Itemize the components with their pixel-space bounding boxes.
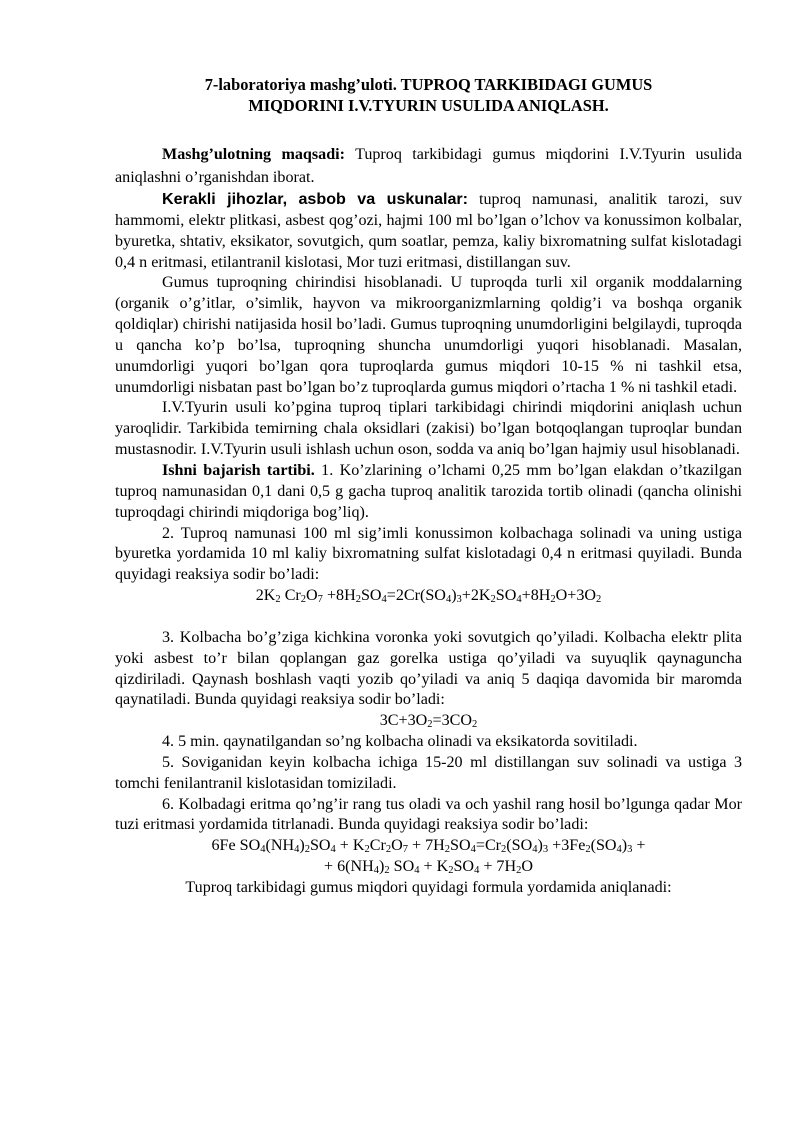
final-sentence: Tuproq tarkibidagi gumus miqdori quyidagi formula yordamida aniqlanadi:	[185, 879, 672, 896]
goal-label: Mashg’ulotning maqsadi:	[162, 146, 345, 163]
page-title	[115, 74, 742, 116]
equation-2: $3C+3O_2=3CO_2$	[379, 712, 478, 731]
procedure-step-2: 2. Tuproq namunasi 100 ml sig’imli konussimon kolbachaga solinadi va uning ustiga byuretka yordamida 10 ml kaliy bixromatning sulfat kislotadagi 0,4 n eritmasi quyiladi. Bunda quyidagi reaksiya sodir bo’ladi:	[115, 524, 742, 584]
equation-3-line-1: 6Fe $SO_4(NH_4)_2SO_4 + K_2Cr_2O_7 + 7H_2SO_4=Cr_2(SO_4)_3 +3Fe_2(SO_4)_3$ +	[211, 837, 646, 856]
title-spacer	[115, 116, 742, 143]
document-page	[115, 74, 742, 899]
procedure-step-6: 6. Kolbadagi eritma qo’ng’ir rang tus oladi va och yashil rang hosil bo’lgunga qadar Mor tuzi eritmasi yordamida titrlanadi. Bunda quyidagi reaksiya sodir bo’ladi:	[115, 795, 742, 834]
goal-paragraph	[115, 143, 742, 189]
step-1-text: 1. Ko’zlarining o’lchami 0,25 mm bo’lgan elakdan o’tkazilgan tuproq namunasidan 0,1 dani 0,5 g gacha tuproq analitik tarozida tortib olinadi (qancha olinishi tuproqdagi chirindi miqdoriga bog’liq).	[115, 461, 742, 521]
equation-3-line-2: + $6(NH_4)_2$ $SO_4 + K_2SO_4 + 7H_2O$	[324, 858, 533, 877]
procedure-label: Ishni bajarish tartibi.	[162, 461, 315, 479]
goal-text: Tuproq tarkibidagi gumus miqdorini I.V.Tyurin usulida aniqlashni o’rganishdan iborat.	[115, 146, 743, 186]
equation-1: $2K_2$ $Cr_2O_7 +8H_2SO_4=2Cr(SO_4)_3+2K_2SO_4+8H_2O+3O_2$	[255, 587, 602, 606]
procedure-step-1	[115, 461, 742, 524]
title-line-2: MIQDORINI I.V.TYURIN USULIDA ANIQLASH.	[248, 96, 609, 115]
equipment-paragraph	[115, 189, 742, 273]
gumus-paragraph: Gumus tuproqning chirindisi hisoblanadi. U tuproqda turli xil organik moddalarning (organik o’g’itlar, o’simlik, hayvon va mikroorganizmlarning qoldig’i va boshqa organik qoldiqlar) chirishi natijasida hosil bo’ladi. Gumus tuproqning unumdorligini belgilaydi, tuproqda u qancha ko’p bo’lsa, tuproqning shuncha unumdorligi yuqori hisoblanadi. Masalan, unumdorligi yuqori bo’lgan qora tuproqlarda gumus miqdori 10-15 % ni tashkil etsa, unumdorligi nisbatan past bo’lgan bo’z tuproqlarda gumus miqdori o’rtacha 1 % ni tashkil etadi.	[115, 274, 742, 396]
procedure-step-5: 5. Soviganidan keyin kolbacha ichiga 15-20 ml distillangan suv solinadi va ustiga 3 tomchi fenilantranil kislotasidan tomiziladi.	[115, 753, 742, 792]
equipment-text: tuproq namunasi, analitik tarozi, suv hammomi, elektr plitkasi, asbest qog’ozi, hajmi 100 ml bo’lgan o’lchov va konussimon kolbalar, byuretka, shtativ, eksikator, sovutgich, qum soatlar, pemza, kaliy bixromatning sulfat kislotadagi 0,4 n eritmasi, etilantranil kislotasi, Mor tuzi eritmasi, distillangan suv.	[115, 191, 743, 271]
equation-spacer	[115, 607, 742, 628]
procedure-step-4: 4. 5 min. qaynatilgandan so’ng kolbacha olinadi va eksikatorda sovitiladi.	[162, 733, 638, 751]
procedure-step-3: 3. Kolbacha bo’g’ziga kichkina voronka yoki sovutgich qo’yiladi. Kolbacha elektr plita yoki asbest to’r bilan qoplangan gaz gorelka ustiga qo’yiladi va suyuqlik qaynaguncha qizdiriladi. Qaynash boshlash vaqti yozib qo’yiladi va aniq 5 daqiqa davomida bir maromda qaynatiladi. Bunda quyidagi reaksiya sodir bo’ladi:	[115, 628, 742, 709]
method-paragraph: I.V.Tyurin usuli ko’pgina tuproq tiplari tarkibidagi chirindi miqdorini aniqlash uchun yaroqlidir. Tarkibida temirning chala oksidlari (zakisi) bo’lgan botqoqlangan tuproqlar bundan mustasnodir. I.V.Tyurin usuli ishlash uchun oson, sodda va aniq bo’lgan hajmiy usul hisoblanadi.	[115, 399, 742, 459]
title-line-1: 7-laboratoriya mashg’uloti. TUPROQ TARKIBIDAGI GUMUS	[204, 75, 653, 94]
equipment-label: Kerakli jihozlar, asbob va uskunalar:	[162, 190, 469, 208]
